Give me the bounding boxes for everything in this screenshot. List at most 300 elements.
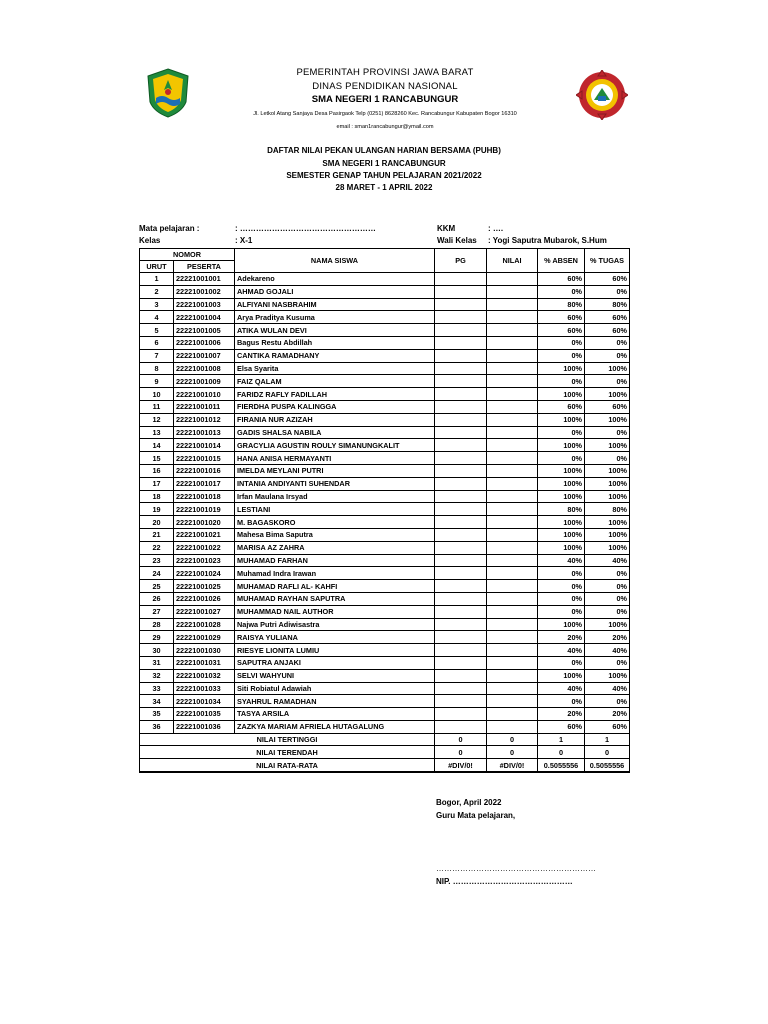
cell-absen: 0% — [538, 695, 585, 708]
cell-absen: 60% — [538, 720, 585, 733]
summary-label: NILAI TERTINGGI — [140, 733, 435, 746]
signature-role: Guru Mata pelajaran, — [436, 811, 516, 820]
cell-absen: 100% — [538, 464, 585, 477]
cell-pg — [435, 605, 487, 618]
cell-nama-siswa: MUHAMAD RAFLI AL- KAHFI — [235, 580, 435, 593]
cell-tugas: 20% — [585, 708, 630, 721]
cell-peserta: 22221001005 — [174, 324, 235, 337]
document-date-range: 28 MARET - 1 APRIL 2022 — [335, 183, 433, 192]
table-row — [140, 285, 630, 298]
cell-urut: 34 — [140, 695, 174, 708]
cell-pg — [435, 298, 487, 311]
cell-peserta: 22221001001 — [174, 273, 235, 286]
cell-peserta: 22221001030 — [174, 644, 235, 657]
table-row — [140, 631, 630, 644]
table-row — [140, 298, 630, 311]
header-nomor: NOMOR — [140, 249, 235, 261]
cell-nama-siswa: INTANIA ANDIYANTI SUHENDAR — [235, 477, 435, 490]
cell-peserta: 22221001026 — [174, 592, 235, 605]
cell-nilai — [487, 285, 538, 298]
kkm-label: KKM — [437, 224, 456, 233]
cell-pg — [435, 375, 487, 388]
header-peserta: PESERTA — [174, 261, 235, 273]
table-row — [140, 656, 630, 669]
cell-urut: 26 — [140, 592, 174, 605]
cell-absen: 100% — [538, 388, 585, 401]
cell-nilai — [487, 311, 538, 324]
cell-nilai — [487, 298, 538, 311]
cell-nama-siswa: ALFIYANI NASBRAHIM — [235, 298, 435, 311]
cell-peserta: 22221001035 — [174, 708, 235, 721]
cell-urut: 16 — [140, 464, 174, 477]
cell-nilai — [487, 631, 538, 644]
summary-pg: #DIV/0! — [435, 759, 487, 772]
cell-absen: 0% — [538, 605, 585, 618]
cell-tugas: 0% — [585, 592, 630, 605]
table-row — [140, 682, 630, 695]
cell-peserta: 22221001029 — [174, 631, 235, 644]
cell-nama-siswa: LESTIANI — [235, 503, 435, 516]
cell-pg — [435, 554, 487, 567]
cell-tugas: 20% — [585, 631, 630, 644]
cell-pg — [435, 324, 487, 337]
cell-tugas: 0% — [585, 656, 630, 669]
cell-nilai — [487, 682, 538, 695]
cell-urut: 28 — [140, 618, 174, 631]
cell-pg — [435, 452, 487, 465]
cell-nilai — [487, 618, 538, 631]
cell-urut: 4 — [140, 311, 174, 324]
cell-peserta: 22221001032 — [174, 669, 235, 682]
cell-tugas: 100% — [585, 541, 630, 554]
cell-urut: 24 — [140, 567, 174, 580]
cell-pg — [435, 426, 487, 439]
cell-absen: 100% — [538, 669, 585, 682]
cell-nilai — [487, 554, 538, 567]
table-row — [140, 400, 630, 413]
cell-peserta: 22221001023 — [174, 554, 235, 567]
header-department-line: DINAS PENDIDIKAN NASIONAL — [312, 81, 458, 92]
cell-absen: 0% — [538, 426, 585, 439]
cell-absen: 60% — [538, 400, 585, 413]
cell-nama-siswa: IMELDA MEYLANI PUTRI — [235, 464, 435, 477]
cell-nama-siswa: RIESYE LIONITA LUMIU — [235, 644, 435, 657]
summary-rows — [140, 733, 630, 772]
cell-peserta: 22221001004 — [174, 311, 235, 324]
table-row — [140, 669, 630, 682]
cell-pg — [435, 490, 487, 503]
table-row — [140, 273, 630, 286]
student-rows — [140, 273, 630, 734]
cell-absen: 20% — [538, 708, 585, 721]
cell-absen: 80% — [538, 298, 585, 311]
cell-nama-siswa: Irfan Maulana Irsyad — [235, 490, 435, 503]
cell-nilai — [487, 708, 538, 721]
header-nama-siswa: NAMA SISWA — [235, 249, 435, 273]
cell-pg — [435, 644, 487, 657]
cell-tugas: 100% — [585, 388, 630, 401]
cell-nilai — [487, 400, 538, 413]
cell-urut: 11 — [140, 400, 174, 413]
cell-peserta: 22221001009 — [174, 375, 235, 388]
cell-peserta: 22221001014 — [174, 439, 235, 452]
cell-pg — [435, 349, 487, 362]
cell-nama-siswa: SELVI WAHYUNI — [235, 669, 435, 682]
cell-absen: 100% — [538, 541, 585, 554]
cell-urut: 33 — [140, 682, 174, 695]
cell-nilai — [487, 720, 538, 733]
cell-absen: 100% — [538, 618, 585, 631]
cell-tugas: 100% — [585, 464, 630, 477]
cell-nama-siswa: MUHAMAD RAYHAN SAPUTRA — [235, 592, 435, 605]
cell-absen: 0% — [538, 285, 585, 298]
cell-peserta: 22221001010 — [174, 388, 235, 401]
table-row — [140, 618, 630, 631]
table-row — [140, 695, 630, 708]
cell-nama-siswa: MUHAMMAD NAIL AUTHOR — [235, 605, 435, 618]
cell-tugas: 60% — [585, 400, 630, 413]
header-absen: % ABSEN — [538, 249, 585, 273]
cell-tugas: 100% — [585, 490, 630, 503]
header-pg: PG — [435, 249, 487, 273]
summary-row — [140, 759, 630, 772]
cell-nilai — [487, 605, 538, 618]
cell-tugas: 40% — [585, 554, 630, 567]
cell-urut: 19 — [140, 503, 174, 516]
table-row — [140, 708, 630, 721]
header-email: email : sman1rancabungur@ymail.com — [336, 124, 434, 130]
cell-nama-siswa: Arya Praditya Kusuma — [235, 311, 435, 324]
cell-nilai — [487, 669, 538, 682]
table-row — [140, 567, 630, 580]
cell-peserta: 22221001015 — [174, 452, 235, 465]
table-row — [140, 336, 630, 349]
table-row — [140, 605, 630, 618]
cell-pg — [435, 413, 487, 426]
cell-urut: 25 — [140, 580, 174, 593]
cell-nama-siswa: MARISA AZ ZAHRA — [235, 541, 435, 554]
summary-label: NILAI TERENDAH — [140, 746, 435, 759]
cell-absen: 40% — [538, 644, 585, 657]
cell-urut: 22 — [140, 541, 174, 554]
cell-absen: 60% — [538, 273, 585, 286]
cell-tugas: 60% — [585, 720, 630, 733]
school-emblem-logo — [576, 70, 628, 120]
cell-tugas: 60% — [585, 324, 630, 337]
cell-absen: 0% — [538, 592, 585, 605]
cell-peserta: 22221001012 — [174, 413, 235, 426]
table-row — [140, 349, 630, 362]
cell-pg — [435, 682, 487, 695]
cell-pg — [435, 669, 487, 682]
table-row — [140, 324, 630, 337]
cell-nilai — [487, 273, 538, 286]
subject-label: Mata pelajaran : — [139, 224, 200, 233]
table-row — [140, 375, 630, 388]
summary-label: NILAI RATA-RATA — [140, 759, 435, 772]
cell-absen: 100% — [538, 413, 585, 426]
header-school-name: SMA NEGERI 1 RANCABUNGUR — [311, 94, 459, 105]
cell-pg — [435, 464, 487, 477]
cell-nilai — [487, 413, 538, 426]
cell-pg — [435, 503, 487, 516]
cell-nilai — [487, 426, 538, 439]
cell-pg — [435, 311, 487, 324]
signature-name-line: …………………………………………………… — [436, 864, 596, 873]
cell-nilai — [487, 592, 538, 605]
cell-peserta: 22221001025 — [174, 580, 235, 593]
summary-pg: 0 — [435, 733, 487, 746]
cell-tugas: 80% — [585, 503, 630, 516]
cell-nama-siswa: ATIKA WULAN DEVI — [235, 324, 435, 337]
cell-peserta: 22221001033 — [174, 682, 235, 695]
summary-nilai: 0 — [487, 733, 538, 746]
cell-pg — [435, 541, 487, 554]
cell-nilai — [487, 375, 538, 388]
cell-pg — [435, 477, 487, 490]
cell-urut: 23 — [140, 554, 174, 567]
cell-nama-siswa: Elsa Syarita — [235, 362, 435, 375]
cell-tugas: 0% — [585, 452, 630, 465]
summary-row — [140, 733, 630, 746]
cell-nilai — [487, 362, 538, 375]
document-school: SMA NEGERI 1 RANCABUNGUR — [322, 159, 446, 168]
table-row — [140, 580, 630, 593]
cell-peserta: 22221001036 — [174, 720, 235, 733]
cell-urut: 8 — [140, 362, 174, 375]
summary-absen: 1 — [538, 733, 585, 746]
cell-urut: 31 — [140, 656, 174, 669]
cell-nama-siswa: RAISYA YULIANA — [235, 631, 435, 644]
cell-tugas: 0% — [585, 336, 630, 349]
table-row — [140, 516, 630, 529]
summary-tugas: 0.5055556 — [585, 759, 630, 772]
cell-nilai — [487, 541, 538, 554]
cell-pg — [435, 695, 487, 708]
cell-urut: 27 — [140, 605, 174, 618]
cell-urut: 10 — [140, 388, 174, 401]
west-java-emblem-logo — [146, 68, 190, 118]
cell-absen: 0% — [538, 349, 585, 362]
cell-absen: 0% — [538, 375, 585, 388]
cell-urut: 30 — [140, 644, 174, 657]
cell-nama-siswa: Najwa Putri Adiwisastra — [235, 618, 435, 631]
cell-pg — [435, 708, 487, 721]
cell-nilai — [487, 567, 538, 580]
header-urut: URUT — [140, 261, 174, 273]
homeroom-label: Wali Kelas — [437, 236, 477, 245]
cell-nilai — [487, 695, 538, 708]
cell-urut: 9 — [140, 375, 174, 388]
table-row — [140, 541, 630, 554]
cell-nama-siswa: GADIS SHALSA NABILA — [235, 426, 435, 439]
cell-nama-siswa: FARIDZ RAFLY FADILLAH — [235, 388, 435, 401]
cell-pg — [435, 567, 487, 580]
cell-peserta: 22221001002 — [174, 285, 235, 298]
header-address: Jl. Letkol Atang Sanjaya Desa Pasirgaok Telp (0251) 8628260 Kec. Rancabungur Kabupaten Bogor 16310 — [253, 111, 517, 117]
cell-peserta: 22221001020 — [174, 516, 235, 529]
cell-absen: 0% — [538, 452, 585, 465]
table-row — [140, 311, 630, 324]
cell-tugas: 100% — [585, 477, 630, 490]
cell-absen: 100% — [538, 362, 585, 375]
cell-peserta: 22221001008 — [174, 362, 235, 375]
table-row — [140, 490, 630, 503]
cell-absen: 100% — [538, 516, 585, 529]
cell-nilai — [487, 580, 538, 593]
cell-nilai — [487, 528, 538, 541]
cell-nama-siswa: AHMAD GOJALI — [235, 285, 435, 298]
cell-nilai — [487, 490, 538, 503]
cell-absen: 100% — [538, 477, 585, 490]
cell-absen: 0% — [538, 567, 585, 580]
cell-pg — [435, 631, 487, 644]
cell-nilai — [487, 439, 538, 452]
class-label: Kelas — [139, 236, 161, 245]
cell-pg — [435, 618, 487, 631]
cell-tugas: 0% — [585, 567, 630, 580]
kkm-value: : …. — [488, 224, 504, 233]
cell-peserta: 22221001024 — [174, 567, 235, 580]
cell-absen: 0% — [538, 336, 585, 349]
cell-nama-siswa: SYAHRUL RAMADHAN — [235, 695, 435, 708]
cell-pg — [435, 400, 487, 413]
cell-absen: 40% — [538, 554, 585, 567]
cell-urut: 5 — [140, 324, 174, 337]
cell-absen: 20% — [538, 631, 585, 644]
cell-absen: 40% — [538, 682, 585, 695]
cell-pg — [435, 516, 487, 529]
cell-peserta: 22221001021 — [174, 528, 235, 541]
summary-tugas: 0 — [585, 746, 630, 759]
table-row — [140, 503, 630, 516]
cell-urut: 18 — [140, 490, 174, 503]
cell-tugas: 0% — [585, 695, 630, 708]
cell-nama-siswa: CANTIKA RAMADHANY — [235, 349, 435, 362]
cell-urut: 2 — [140, 285, 174, 298]
cell-tugas: 100% — [585, 413, 630, 426]
cell-peserta: 22221001003 — [174, 298, 235, 311]
table-row — [140, 388, 630, 401]
cell-peserta: 22221001018 — [174, 490, 235, 503]
cell-urut: 20 — [140, 516, 174, 529]
cell-absen: 100% — [538, 528, 585, 541]
cell-absen: 60% — [538, 311, 585, 324]
cell-nilai — [487, 452, 538, 465]
cell-nilai — [487, 656, 538, 669]
cell-absen: 80% — [538, 503, 585, 516]
cell-nama-siswa: SAPUTRA ANJAKI — [235, 656, 435, 669]
cell-urut: 35 — [140, 708, 174, 721]
table-row — [140, 644, 630, 657]
cell-absen: 0% — [538, 580, 585, 593]
cell-urut: 6 — [140, 336, 174, 349]
cell-tugas: 100% — [585, 669, 630, 682]
cell-pg — [435, 656, 487, 669]
table-row — [140, 464, 630, 477]
cell-urut: 15 — [140, 452, 174, 465]
cell-absen: 60% — [538, 324, 585, 337]
table-row — [140, 554, 630, 567]
cell-urut: 29 — [140, 631, 174, 644]
cell-urut: 12 — [140, 413, 174, 426]
homeroom-value: : Yogi Saputra Mubarok, S.Hum — [488, 236, 607, 245]
cell-peserta: 22221001016 — [174, 464, 235, 477]
cell-nilai — [487, 324, 538, 337]
summary-pg: 0 — [435, 746, 487, 759]
cell-tugas: 40% — [585, 644, 630, 657]
table-row — [140, 528, 630, 541]
cell-urut: 3 — [140, 298, 174, 311]
cell-peserta: 22221001006 — [174, 336, 235, 349]
cell-pg — [435, 592, 487, 605]
cell-nama-siswa: GRACYLIA AGUSTIN ROULY SIMANUNGKALIT — [235, 439, 435, 452]
cell-tugas: 100% — [585, 516, 630, 529]
cell-peserta: 22221001027 — [174, 605, 235, 618]
cell-peserta: 22221001007 — [174, 349, 235, 362]
signature-nip: NIP. ……………………………………… — [436, 877, 573, 886]
cell-tugas: 0% — [585, 375, 630, 388]
cell-nama-siswa: M. BAGASKORO — [235, 516, 435, 529]
cell-peserta: 22221001028 — [174, 618, 235, 631]
cell-nama-siswa: ZAZKYA MARIAM AFRIELA HUTAGALUNG — [235, 720, 435, 733]
summary-absen: 0 — [538, 746, 585, 759]
cell-tugas: 100% — [585, 362, 630, 375]
cell-urut: 17 — [140, 477, 174, 490]
table-row — [140, 720, 630, 733]
cell-tugas: 60% — [585, 273, 630, 286]
summary-absen: 0.5055556 — [538, 759, 585, 772]
grades-table — [139, 248, 630, 773]
class-value: : X-1 — [235, 236, 253, 245]
cell-urut: 1 — [140, 273, 174, 286]
table-row — [140, 362, 630, 375]
cell-nilai — [487, 516, 538, 529]
header-tugas: % TUGAS — [585, 249, 630, 273]
cell-nama-siswa: Muhamad Indra Irawan — [235, 567, 435, 580]
cell-tugas: 0% — [585, 349, 630, 362]
subject-value: : …………………………………………… — [235, 224, 376, 233]
cell-pg — [435, 273, 487, 286]
cell-nilai — [487, 388, 538, 401]
header-nilai: NILAI — [487, 249, 538, 273]
table-row — [140, 452, 630, 465]
cell-absen: 0% — [538, 656, 585, 669]
summary-nilai: #DIV/0! — [487, 759, 538, 772]
cell-peserta: 22221001034 — [174, 695, 235, 708]
cell-tugas: 100% — [585, 528, 630, 541]
cell-tugas: 0% — [585, 285, 630, 298]
cell-tugas: 0% — [585, 426, 630, 439]
cell-absen: 100% — [538, 490, 585, 503]
cell-nama-siswa: FIERDHA PUSPA KALINGGA — [235, 400, 435, 413]
table-row — [140, 477, 630, 490]
cell-nilai — [487, 464, 538, 477]
table-row — [140, 439, 630, 452]
cell-tugas: 100% — [585, 439, 630, 452]
cell-nilai — [487, 503, 538, 516]
cell-nama-siswa: Bagus Restu Abdillah — [235, 336, 435, 349]
cell-peserta: 22221001019 — [174, 503, 235, 516]
cell-peserta: 22221001022 — [174, 541, 235, 554]
cell-nilai — [487, 477, 538, 490]
cell-nama-siswa: FIRANIA NUR AZIZAH — [235, 413, 435, 426]
cell-pg — [435, 285, 487, 298]
document-title: DAFTAR NILAI PEKAN ULANGAN HARIAN BERSAMA (PUHB) — [267, 146, 501, 155]
cell-pg — [435, 336, 487, 349]
cell-nama-siswa: TASYA ARSILA — [235, 708, 435, 721]
cell-pg — [435, 580, 487, 593]
